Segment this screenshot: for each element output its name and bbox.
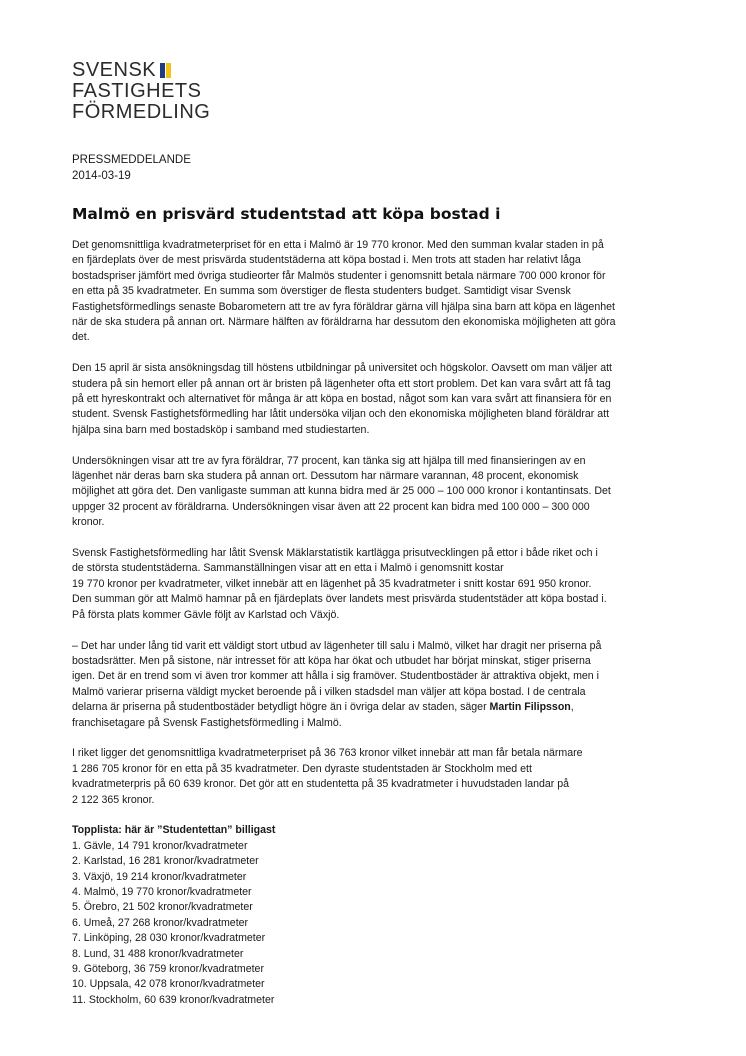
text-line: Svensk Fastighetsförmedling har låtit Svensk Mäklarstatistik kartlägga prisutvecklingen på ettor i både riket och i: [72, 547, 598, 560]
list-item: 11. Stockholm, 60 639 kronor/kvadratmeter: [72, 993, 275, 1006]
toplist-section: [72, 823, 676, 1008]
logo-line: [72, 60, 210, 81]
company-logo: [72, 60, 210, 123]
text-line: [72, 700, 676, 715]
paragraph: [72, 454, 676, 531]
press-date: 2014-03-19: [72, 170, 131, 182]
flag-bar-yellow: [166, 63, 171, 78]
text-line: en fjärdeplats över de mest prisvärda studentstäderna att köpa bostad i. Men trots att staden har relativt låga: [72, 254, 581, 267]
list-item: 3. Växjö, 19 214 kronor/kvadratmeter: [72, 870, 247, 883]
text-line: på ett hyreskontrakt och alternativet för många är att köpa en bostad, något som kan vara svårt att finansiera för en: [72, 393, 612, 406]
text-line: Fastighetsförmedlings senaste Bobarometern att tre av fyra föräldrar gärna vill hjälpa sina barn att köpa en lägenhet: [72, 300, 615, 313]
text-line: På första plats kommer Gävle följt av Karlstad och Växjö.: [72, 608, 340, 621]
quote-speaker: Martin Filipsson: [489, 701, 571, 714]
list-item: 8. Lund, 31 488 kronor/kvadratmeter: [72, 947, 244, 960]
headline: Malmö en prisvärd studentstad att köpa bostad i: [72, 205, 501, 223]
quote-text: delarna är priserna på studentbostäder betydligt högre än i övriga delar av staden, säger: [72, 701, 490, 714]
text-line: student. Svensk Fastighetsförmedling har låtit undersöka viljan och den ekonomiska möjligheten bland föräldrar att: [72, 408, 610, 421]
text-line: kvadratmeterpris på 60 639 kronor. Det gör att en studentetta på 35 kvadratmeter i huvudstaden landar på: [72, 778, 570, 791]
list-item: 2. Karlstad, 16 281 kronor/kvadratmeter: [72, 855, 259, 868]
text-line: när de ska studera på annan ort. Närmare hälften av föräldrarna har dessutom den ekonomiska möjligheten att göra: [72, 316, 616, 329]
logo-text: FASTIGHETS: [72, 80, 202, 102]
text-line: kronor.: [72, 516, 105, 529]
text-line: Den summan gör att Malmö hamnar på en fjärdeplats över landets mest prisvärda studentstäder att köpa bostad i.: [72, 593, 607, 606]
text-line: franchisetagare på Svensk Fastighetsförmedling i Malmö.: [72, 716, 342, 729]
text-line: bostadspriser jämfört med övriga studieorter får Malmös studenter i genomsnitt betala närmare 700 000 kronor för: [72, 269, 606, 282]
list-item: 6. Umeå, 27 268 kronor/kvadratmeter: [72, 916, 249, 929]
toplist: [72, 839, 676, 1008]
text-line: – Det har under lång tid varit ett väldigt stort utbud av lägenheter till salu i Malmö, vilket har dragit ner priserna på: [72, 639, 602, 652]
text-line: studera på sin hemort eller på annan ort är bristen på lägenheter ofta ett stort problem. Det kan vara svårt att få tag: [72, 377, 611, 390]
text-line: 1 286 705 kronor för en etta på 35 kvadratmeter. Den dyraste studentstaden är Stockholm med ett: [72, 762, 532, 775]
quote-paragraph: [72, 639, 676, 731]
text-line: lägenhet när deras barn ska studera på annan ort. Dessutom har närmare varannan, 48 procent, ekonomisk: [72, 470, 579, 483]
text-line: igen. Det är en trend som vi även tror kommer att hålla i sig framöver. Studentbostäder är attraktiva objekt, men i: [72, 670, 599, 683]
paragraph: [72, 238, 676, 346]
article-body: [72, 238, 676, 1008]
text-line: Malmö varierar priserna väldigt mycket beroende på i vilken stadsdel man väljer att köpa bostad. I de centrala: [72, 685, 586, 698]
paragraph: [72, 746, 676, 808]
text-line: möjlighet att göra det. Den vanligaste summan att kunna bidra med är 25 000 – 100 000 kronor i kontantinsats. Det: [72, 485, 611, 498]
text-line: Undersökningen visar att tre av fyra föräldrar, 77 procent, kan tänka sig att hjälpa till med finansieringen av en: [72, 454, 586, 467]
text-line: hjälpa sina barn med bostadsköp i samband med studiestarten.: [72, 423, 370, 436]
logo-text: SVENSK: [72, 59, 157, 81]
text-line: I riket ligger det genomsnittliga kvadratmeterpriset på 36 763 kronor vilket innebär att man får betala närmare: [72, 747, 583, 760]
text-line: 2 122 365 kronor.: [72, 793, 155, 806]
list-item: 5. Örebro, 21 502 kronor/kvadratmeter: [72, 901, 253, 914]
text-line: en etta på 35 kvadratmeter. En summa som överstiger de flesta studenters budget. Samtidigt visar Svensk: [72, 285, 571, 298]
list-item: 9. Göteborg, 36 759 kronor/kvadratmeter: [72, 963, 264, 975]
paragraph: [72, 361, 676, 438]
text-line: Den 15 april är sista ansökningsdag till höstens utbildningar på universitet och högskolor. Oavsett om man väljer att: [72, 362, 612, 375]
text-line: det.: [72, 331, 90, 344]
logo-line: [72, 81, 210, 102]
text-line: Det genomsnittliga kvadratmeterpriset för en etta i Malmö är 19 770 kronor. Med den summan kvalar staden in på: [72, 239, 604, 251]
list-item: 7. Linköping, 28 030 kronor/kvadratmeter: [72, 932, 266, 945]
text-line: uppger 32 procent av föräldrarna. Undersökningen visar även att 22 procent kan bidra med 100 000 – 300 000: [72, 500, 590, 513]
text-line: 19 770 kronor per kvadratmeter, vilket innebär att en lägenhet på 35 kvadratmeter i snitt kostar 691 950 kronor.: [72, 577, 592, 590]
quote-punctuation: ,: [570, 701, 574, 714]
paragraph: [72, 546, 676, 623]
list-item: 4. Malmö, 19 770 kronor/kvadratmeter: [72, 885, 252, 898]
logo-text: FÖRMEDLING: [72, 101, 211, 123]
flag-bar-blue: [160, 63, 165, 78]
list-item: 10. Uppsala, 42 078 kronor/kvadratmeter: [72, 978, 265, 991]
press-header: [72, 152, 191, 184]
flag-icon: [160, 63, 171, 78]
toplist-title: Topplista: här är ”Studentettan” billigast: [72, 824, 276, 837]
list-item: 1. Gävle, 14 791 kronor/kvadratmeter: [72, 839, 248, 852]
logo-line: [72, 102, 210, 123]
text-line: bostadsrätter. Men på sistone, när intresset för att köpa har ökat och utbudet har börjat minskat, stiger priserna: [72, 654, 591, 667]
text-line: de största studentstäderna. Sammanställningen visar att en etta i Malmö i genomsnitt kostar: [72, 562, 504, 575]
press-label: PRESSMEDDELANDE: [72, 154, 191, 166]
